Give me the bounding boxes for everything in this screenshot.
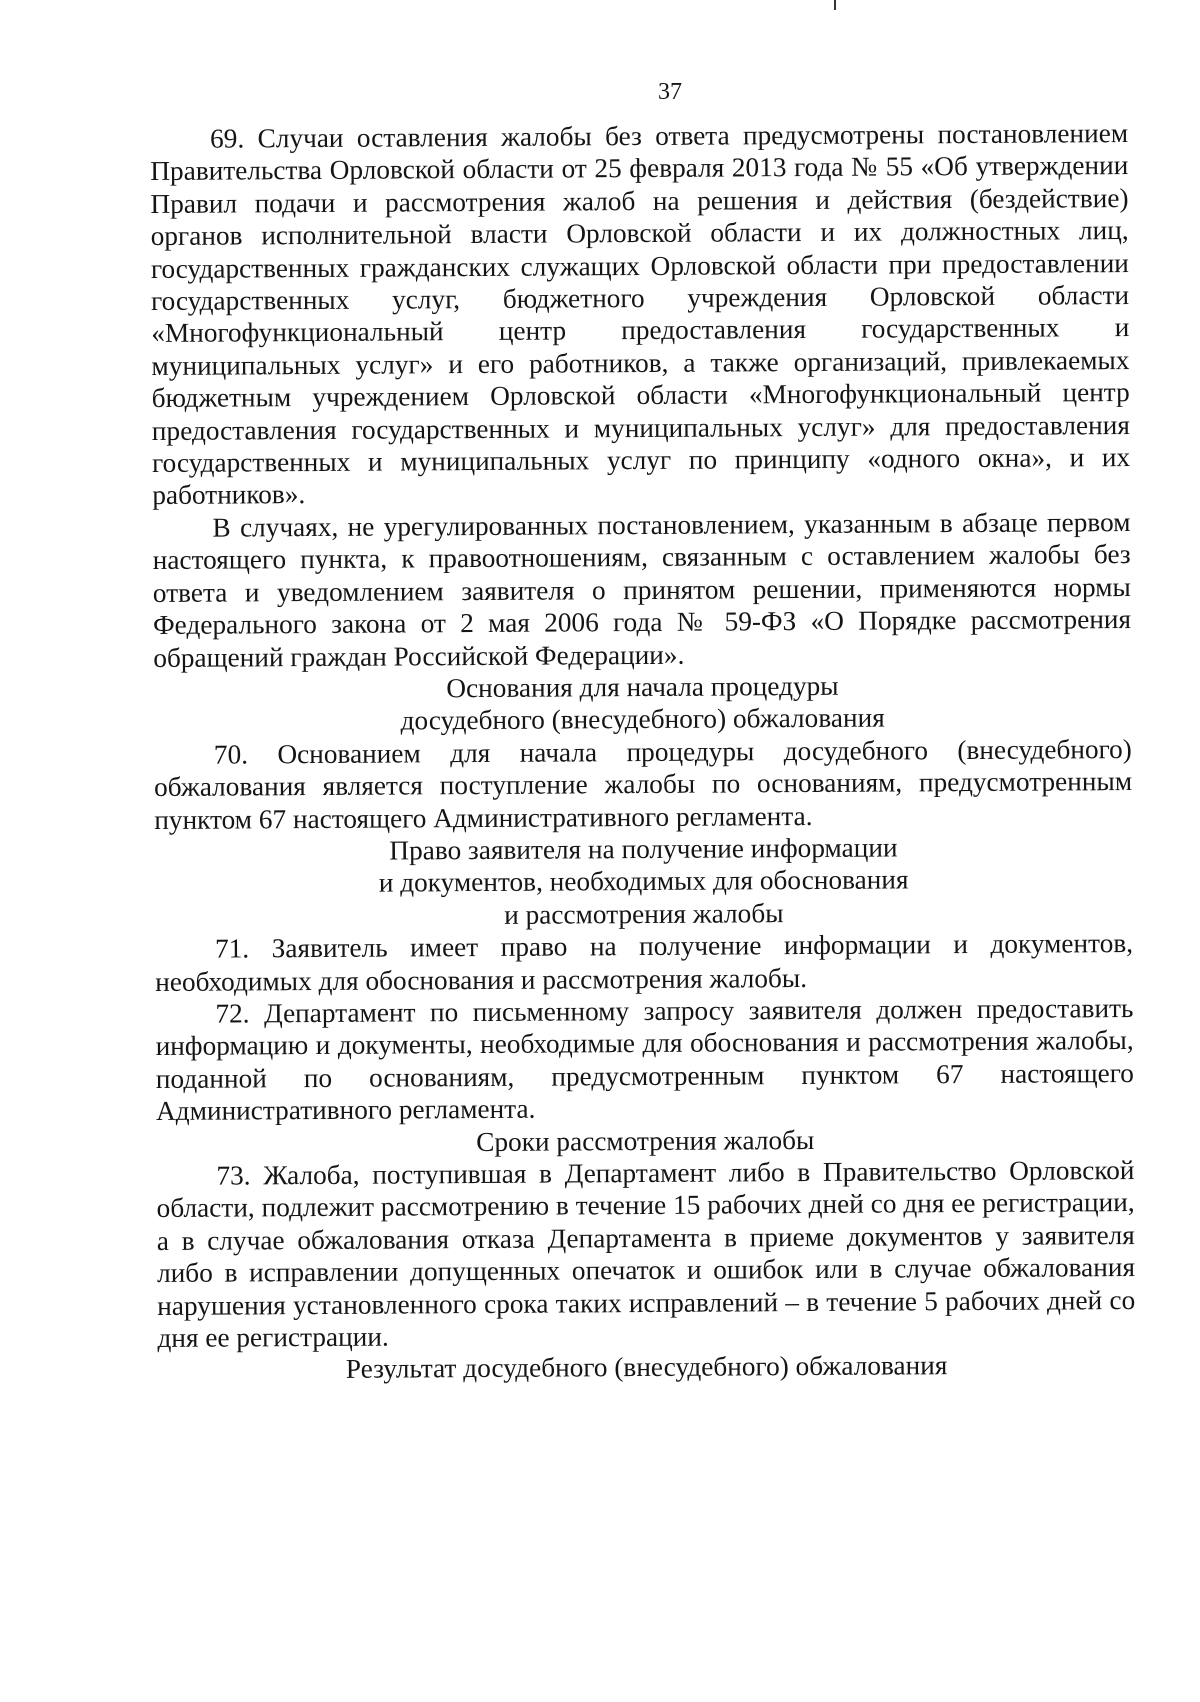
- paragraph-72: 72. Департамент по письменному запросу заявителя должен предоставить информацию и документы, необходимые для обоснования и рассмотрения жалобы, поданной по основаниям, предусмотренным пунктом 67 настоящего Административного регламента.: [155, 992, 1134, 1127]
- heading-line: досудебного (внесудебного) обжалования: [400, 702, 885, 736]
- heading-right-to-information: [154, 830, 1133, 933]
- heading-line: Право заявителя на получение информации: [389, 832, 898, 866]
- paragraph-69-second: В случаях, не урегулированных постановлением, указанным в абзаце первом настоящего пункта, к правоотношениям, связанным с оставлением жалобы без ответа и уведомлением заявителя о принятом решении, применяются нормы Федерального закона от 2 мая 2006 года № 59-ФЗ «О Порядке рассмотрения обращений граждан Российской Федерации».: [152, 506, 1132, 673]
- paragraph-70: 70. Основанием для начала процедуры досудебного (внесудебного) обжалования является поступление жалобы по основаниям, предусмотренным пунктом 67 настоящего Административного регламента.: [153, 733, 1133, 835]
- heading-line: и рассмотрения жалобы: [504, 897, 784, 930]
- document-body: [150, 117, 1136, 1387]
- heading-line: Сроки рассмотрения жалобы: [476, 1124, 815, 1157]
- heading-grounds-for-appeal: [153, 668, 1131, 739]
- heading-line: и документов, необходимых для обоснования: [378, 864, 909, 898]
- heading-line: Основания для начала процедуры: [446, 670, 839, 704]
- heading-appeal-result: [158, 1348, 1136, 1386]
- heading-line: Результат досудебного (внесудебного) обжалования: [345, 1350, 948, 1385]
- scan-mark: [834, 0, 836, 10]
- paragraph-73: 73. Жалоба, поступившая в Департамент либо в Правительство Орловской области, подлежит рассмотрению в течение 15 рабочих дней со дня ее регистрации, а в случае обжалования отказа Департамента в приеме документов у заявителя либо в исправлении допущенных опечаток и ошибок или в случае обжалования нарушения установленного срока таких исправлений – в течение 5 рабочих дней со дня ее регистрации.: [156, 1155, 1136, 1354]
- paragraph-69: 69. Случаи оставления жалобы без ответа предусмотрены постановлением Правительства Орловской области от 25 февраля 2013 года № 55 «Об утверждении Правил подачи и рассмотрения жалоб на решения и действия (бездействие) органов исполнительной власти Орловской области и их должностных лиц, государственных гражданских служащих Орловской области при предоставлении государственных услуг, бюджетного учреждения Орловской области «Многофункциональный центр предоставления государственных и муниципальных услуг» и его работников, а также организаций, привлекаемых бюджетным учреждением Орловской области «Многофункциональный центр предоставления государственных и муниципальных услуг» для предоставления государственных и муниципальных услуг по принципу «одного окна», и их работников».: [150, 118, 1131, 511]
- paragraph-71: 71. Заявитель имеет право на получение информации и документов, необходимых для обоснования и рассмотрения жалобы.: [155, 928, 1134, 997]
- page-number: 37: [658, 79, 682, 105]
